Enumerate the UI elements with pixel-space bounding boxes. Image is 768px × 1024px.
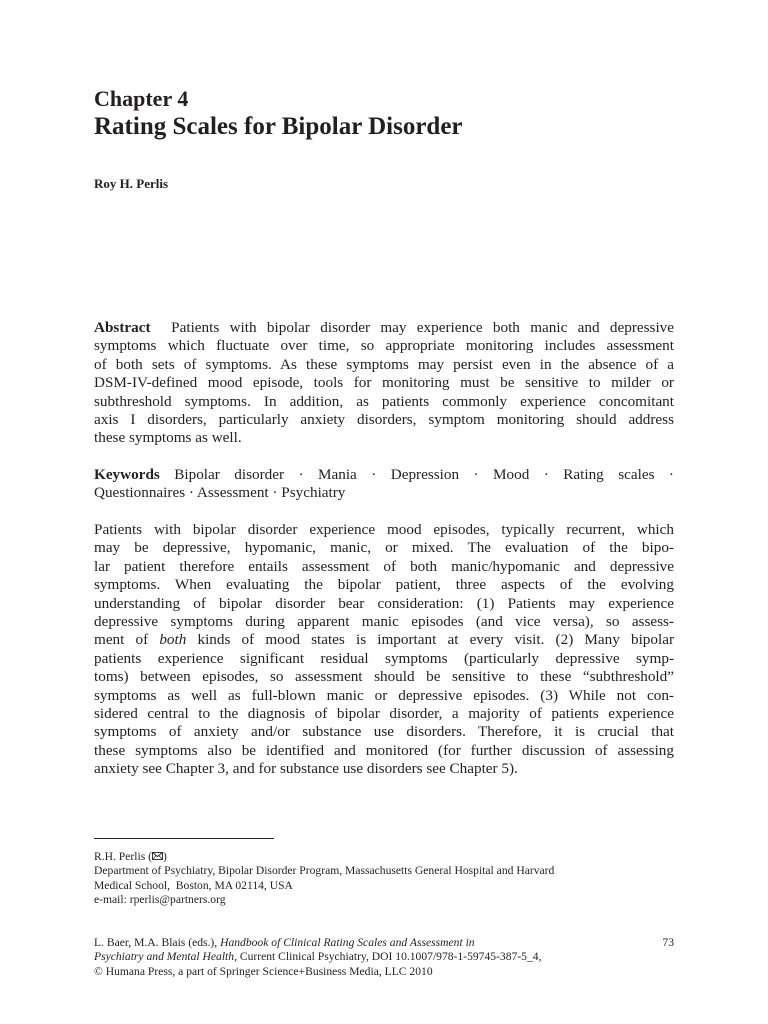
abstract-line: axis I disorders, particularly anxiety disorders, symptom monitoring should address bbox=[94, 410, 674, 428]
citation-line: © Humana Press, a part of Springer Science+Business Media, LLC 2010 bbox=[94, 964, 433, 978]
body-line: ment of both kinds of mood states is important at every visit. (2) Many bipolar bbox=[94, 631, 674, 649]
body-line: lar patient therefore entails assessment of both manic/hypomanic and depressive bbox=[94, 557, 674, 575]
abstract-line: symptoms which fluctuate over time, so appropriate monitoring includes assessment bbox=[94, 337, 674, 355]
abstract-line: DSM-IV-defined mood episode, tools for monitoring must be sensitive to milder or bbox=[94, 374, 674, 392]
citation-line: L. Baer, M.A. Blais (eds.), Handbook of Clinical Rating Scales and Assessment in bbox=[94, 936, 475, 949]
footnote-department: Department of Psychiatry, Bipolar Disorder Program, Massachusetts General Hospital and Harvard bbox=[94, 864, 555, 878]
body-line: may be depressive, hypomanic, manic, or mixed. The evaluation of the bipo- bbox=[94, 539, 674, 557]
body-line: symptoms. When evaluating the bipolar patient, three aspects of the evolving bbox=[94, 576, 674, 594]
body-line: patients experience significant residual symptoms (particularly depressive symp- bbox=[94, 649, 674, 667]
body-line: understanding of bipolar disorder bear consideration: (1) Patients may experience bbox=[94, 594, 674, 612]
body-line: symptoms of anxiety and/or substance use disorders. Therefore, it is crucial that bbox=[94, 723, 674, 741]
body-paragraph bbox=[94, 521, 674, 778]
footnote-author: R.H. Perlis ( ) bbox=[94, 850, 167, 863]
footnote-email[interactable]: e-mail: rperlis@partners.org bbox=[94, 893, 226, 907]
abstract-line: Abstract Patients with bipolar disorder may experience both manic and depressive bbox=[94, 319, 675, 336]
author-name: Roy H. Perlis bbox=[94, 176, 169, 191]
book-citation bbox=[94, 936, 654, 979]
body-line: depressive symptoms during apparent manic episodes (and vice versa), so assess- bbox=[94, 612, 674, 630]
body-line: these symptoms also be identified and monitored (for further discussion of assessing bbox=[94, 741, 674, 759]
keywords-label: Keywords bbox=[94, 466, 160, 483]
body-line: symptoms as well as full-blown manic or depressive episodes. (3) While not con- bbox=[94, 686, 674, 704]
author-affiliation bbox=[94, 850, 674, 908]
abstract-line: of both sets of symptoms. As these symptoms may persist even in the absence of a bbox=[94, 355, 674, 373]
footnote-divider bbox=[94, 838, 274, 839]
chapter-title: Rating Scales for Bipolar Disorder bbox=[94, 113, 463, 140]
abstract-line: these symptoms as well. bbox=[94, 429, 242, 447]
body-line: toms) between episodes, so assessment should be sensitive to these “subthreshold” bbox=[94, 668, 674, 686]
body-line: sidered central to the diagnosis of bipolar disorder, a majority of patients experience bbox=[94, 704, 674, 722]
body-line: Patients with bipolar disorder experience mood episodes, typically recurrent, which bbox=[94, 521, 674, 538]
keywords-paragraph bbox=[94, 466, 674, 503]
abstract-line: subthreshold symptoms. In addition, as patients commonly experience concomitant bbox=[94, 392, 674, 410]
body-line: anxiety see Chapter 3, and for substance use disorders see Chapter 5). bbox=[94, 760, 518, 778]
citation-line: Psychiatry and Mental Health, Current Clinical Psychiatry, DOI 10.1007/978-1-59745-387-5_4, bbox=[94, 950, 542, 964]
footnote-school: Medical School, Boston, MA 02114, USA bbox=[94, 878, 293, 892]
abstract-paragraph bbox=[94, 319, 674, 448]
page-number: 73 bbox=[662, 936, 674, 949]
abstract-label: Abstract bbox=[94, 319, 151, 336]
emphasis-both: both bbox=[159, 631, 187, 649]
keywords-line: Keywords Bipolar disorder · Mania · Depression · Mood · Rating scales · bbox=[94, 466, 674, 483]
keywords-line: Questionnaires · Assessment · Psychiatry bbox=[94, 484, 346, 502]
envelope-icon bbox=[152, 852, 163, 860]
chapter-number: Chapter 4 bbox=[94, 86, 189, 111]
